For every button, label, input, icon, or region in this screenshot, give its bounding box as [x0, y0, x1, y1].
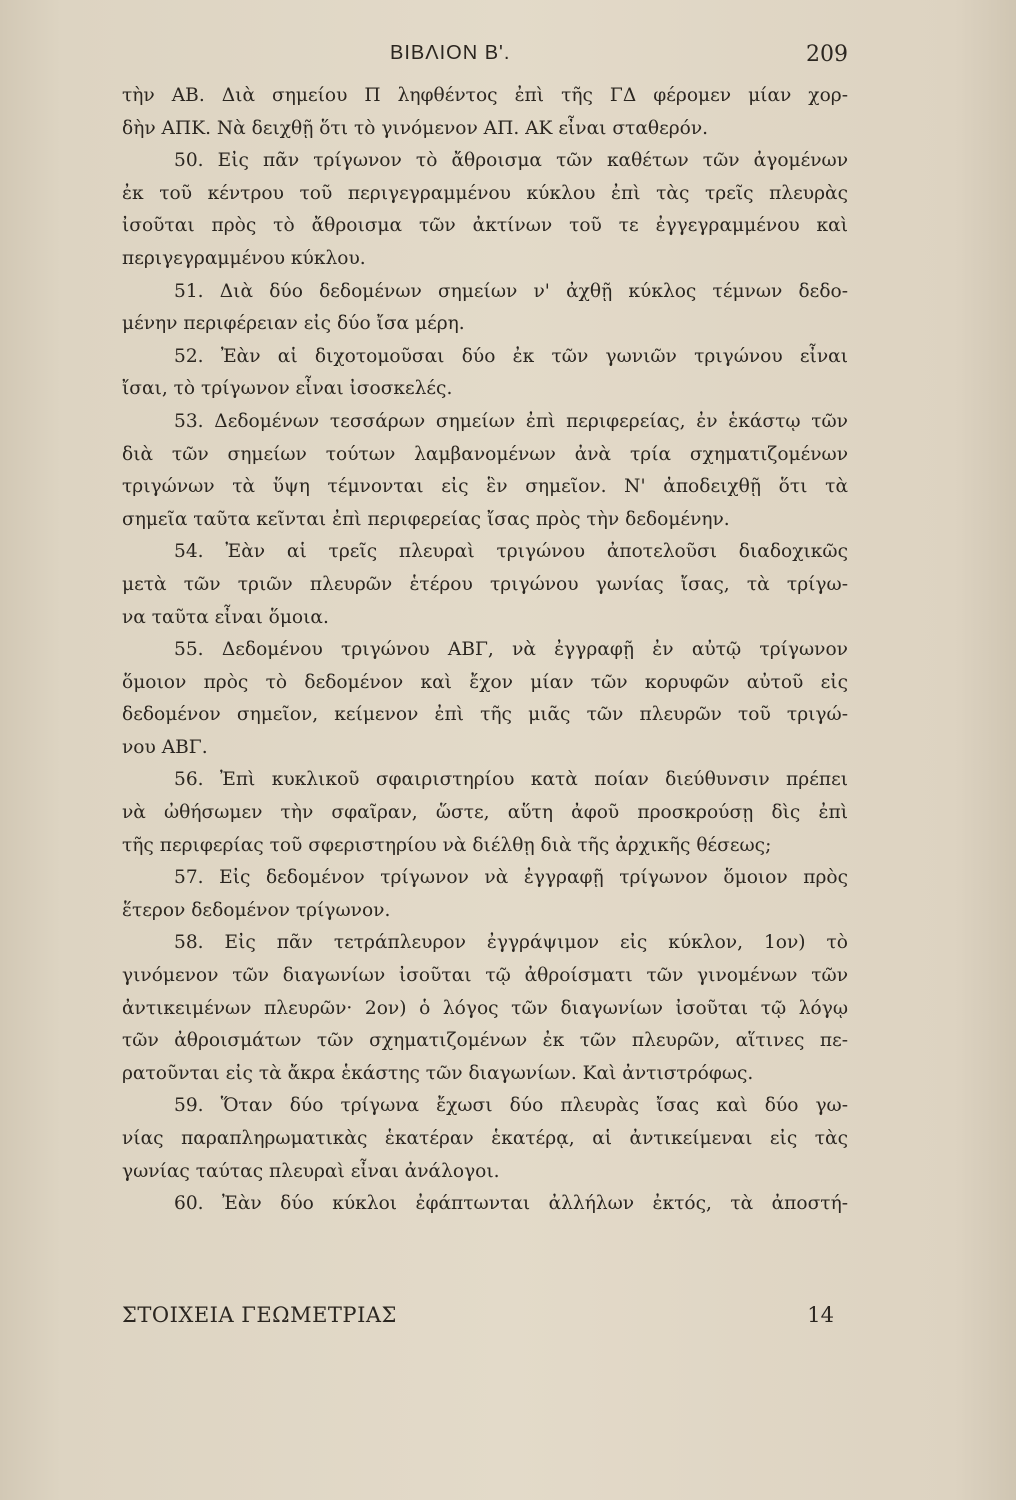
- text-line: δὴν ΑΠΚ. Νὰ δειχθῇ ὅτι τὸ γινόμενον ΑΠ. ΑΚ εἶναι σταθερόν.: [122, 117, 709, 139]
- signature-mark: 14: [807, 1303, 834, 1327]
- text-line: τὴν ΑΒ. Διὰ σημείου Π ληφθέντος ἐπὶ τῆς ΓΔ φέρομεν μίαν χορ-: [122, 85, 848, 106]
- exercise-60-start: 60. Ἐὰν δύο κύκλοι ἐφάπτωνται ἀλλήλων ἐκτός, τὰ ἀποστή-: [174, 1193, 848, 1215]
- text-line: τριγώνων τὰ ὕψη τέμνονται εἰς ἓν σημεῖον. Ν' ἀποδειχθῇ ὅτι τὰ: [122, 476, 848, 498]
- body-text: [122, 80, 848, 1221]
- text-line: γωνίας ταύτας πλευραὶ εἶναι ἀνάλογοι.: [122, 1160, 500, 1182]
- page-footer: [122, 1303, 848, 1333]
- text-line: ρατοῦνται εἰς τὰ ἄκρα ἑκάστης τῶν διαγωνίων. Καὶ ἀντιστρόφως.: [122, 1062, 754, 1084]
- text-line: τῶν ἀθροισμάτων τῶν σχηματιζομένων ἐκ τῶν πλευρῶν, αἵτινες πε-: [122, 1030, 848, 1052]
- text-line: περιγεγραμμένου κύκλου.: [122, 247, 366, 269]
- text-line: νίας παραπληρωματικὰς ἑκατέραν ἑκατέρᾳ, αἱ ἀντικείμεναι εἰς τὰς: [122, 1128, 848, 1149]
- text-line: σημεῖα ταῦτα κεῖνται ἐπὶ περιφερείας ἴσας πρὸς τὴν δεδομένην.: [122, 508, 730, 530]
- text-line: ὅμοιον πρὸς τὸ δεδομένον καὶ ἔχον μίαν τῶν κορυφῶν αὐτοῦ εἰς: [122, 671, 848, 693]
- text-line: νου ΑΒΓ.: [122, 736, 208, 758]
- text-line: τῆς περιφερίας τοῦ σφεριστηρίου νὰ διέλθῃ διὰ τῆς ἀρχικῆς θέσεως;: [122, 834, 772, 856]
- exercise-59-start: 59. Ὅταν δύο τρίγωνα ἔχωσι δύο πλευρὰς ἴσας καὶ δύο γω-: [174, 1095, 848, 1117]
- exercise-55-start: 55. Δεδομένου τριγώνου ΑΒΓ, νὰ ἐγγραφῇ ἐν αὐτῷ τρίγωνον: [174, 639, 848, 661]
- page-number: 209: [806, 42, 848, 67]
- exercise-57-start: 57. Εἰς δεδομένον τρίγωνον νὰ ἐγγραφῇ τρίγωνον ὅμοιον πρὸς: [174, 867, 848, 889]
- exercise-50-start: 50. Εἰς πᾶν τρίγωνον τὸ ἄθροισμα τῶν καθέτων τῶν ἀγομένων: [174, 150, 848, 172]
- running-title: ΒΙΒΛΙΟΝ Β'.: [390, 42, 511, 64]
- page-header: [120, 40, 848, 76]
- text-line: μένην περιφέρειαν εἰς δύο ἴσα μέρη.: [122, 313, 465, 335]
- exercise-54-start: 54. Ἐὰν αἱ τρεῖς πλευραὶ τριγώνου ἀποτελοῦσι διαδοχικῶς: [174, 541, 848, 563]
- exercise-56-start: 56. Ἐπὶ κυκλικοῦ σφαιριστηρίου κατὰ ποίαν διεύθυνσιν πρέπει: [174, 769, 848, 791]
- text-line: να ταῦτα εἶναι ὅμοια.: [122, 606, 329, 628]
- text-line: νὰ ὠθήσωμεν τὴν σφαῖραν, ὥστε, αὕτη ἀφοῦ προσκρούσῃ δὶς ἐπὶ: [122, 802, 848, 824]
- exercise-58-start: 58. Εἰς πᾶν τετράπλευρον ἐγγράψιμον εἰς κύκλον, 1ον) τὸ: [174, 932, 848, 954]
- exercise-53-start: 53. Δεδομένων τεσσάρων σημείων ἐπὶ περιφερείας, ἐν ἑκάστῳ τῶν: [174, 410, 848, 432]
- text-line: μετὰ τῶν τριῶν πλευρῶν ἑτέρου τριγώνου γωνίας ἴσας, τὰ τρίγω-: [122, 573, 848, 595]
- text-line: ἕτερον δεδομένον τρίγωνον.: [122, 899, 391, 921]
- text-line: ἀντικειμένων πλευρῶν· 2ον) ὁ λόγος τῶν διαγωνίων ἰσοῦται τῷ λόγῳ: [122, 997, 848, 1019]
- text-line: διὰ τῶν σημείων τούτων λαμβανομένων ἀνὰ τρία σχηματιζομένων: [122, 443, 848, 465]
- text-line: ἐκ τοῦ κέντρου τοῦ περιγεγραμμένου κύκλου ἐπὶ τὰς τρεῖς πλευρὰς: [122, 182, 848, 204]
- book-title-footer: ΣΤΟΙΧΕΙΑ ΓΕΩΜΕΤΡΙΑΣ: [122, 1303, 397, 1327]
- text-line: γινόμενον τῶν διαγωνίων ἰσοῦται τῷ ἀθροίσματι τῶν γινομένων τῶν: [122, 965, 848, 987]
- text-line: ἴσαι, τὸ τρίγωνον εἶναι ἰσοσκελές.: [122, 378, 453, 400]
- exercise-52-start: 52. Ἐὰν αἱ διχοτομοῦσαι δύο ἐκ τῶν γωνιῶν τριγώνου εἶναι: [174, 345, 848, 367]
- exercise-51-start: 51. Διὰ δύο δεδομένων σημείων ν' ἀχθῇ κύκλος τέμνων δεδο-: [174, 280, 848, 302]
- text-line: ἰσοῦται πρὸς τὸ ἄθροισμα τῶν ἀκτίνων τοῦ τε ἐγγεγραμμένου καὶ: [122, 215, 848, 237]
- text-line: δεδομένον σημεῖον, κείμενον ἐπὶ τῆς μιᾶς τῶν πλευρῶν τοῦ τριγώ-: [122, 704, 848, 726]
